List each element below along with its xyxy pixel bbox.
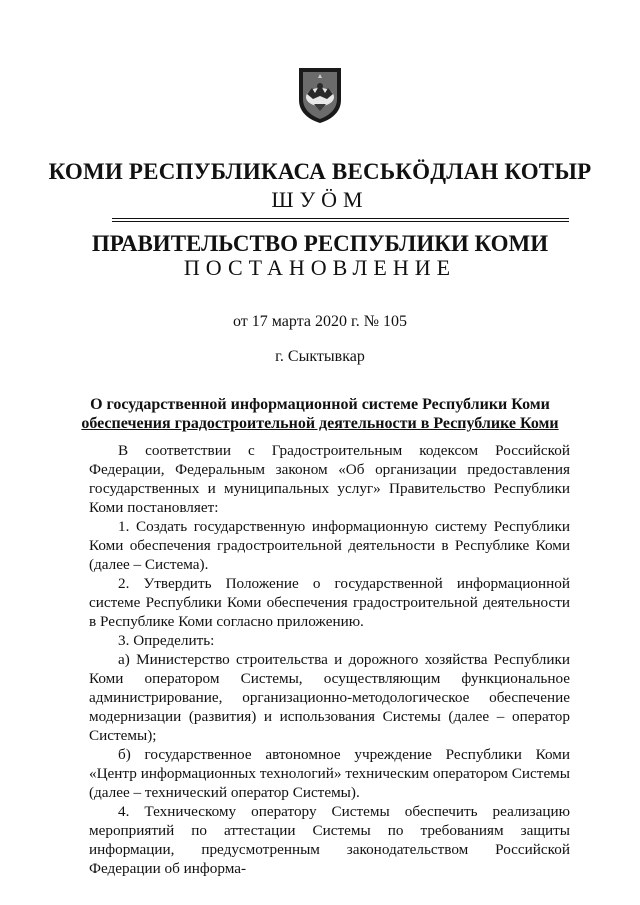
header-divider-bottom [112, 221, 569, 222]
subject-line-2: обеспечения градостроительной деятельности в Республике Коми [81, 415, 559, 432]
subject-line-1: О государственной информационной системе Республики Коми [90, 396, 550, 413]
komi-coat-of-arms-icon [297, 66, 343, 124]
komi-document-type: ШУӦМ [271, 187, 369, 212]
clause-2: 2. Утвердить Положение о государственной информационной системе Республики Коми обеспечения градостроительной деятельности в Республике Коми согласно приложению. [89, 575, 570, 630]
komi-government-title: КОМИ РЕСПУБЛИКАСА ВЕСЬКӦДЛАН КОТЫР [48, 159, 592, 184]
government-title: ПРАВИТЕЛЬСТВО РЕСПУБЛИКИ КОМИ [91, 231, 549, 256]
clause-3a: а) Министерство строительства и дорожного хозяйства Республики Коми оператором Системы, осуществляющим функциональное администрирование, организационно-методологическое обеспечение модернизации (развития) и использования Системы (далее – оператор Системы); [89, 651, 570, 744]
document-type: ПОСТАНОВЛЕНИЕ [183, 255, 457, 280]
clause-3b: б) государственное автономное учреждение Республики Коми «Центр информационных технологий» техническим оператором Системы (далее – технический оператор Системы). [89, 746, 570, 801]
document-city: г. Сыктывкар [275, 348, 365, 365]
header-divider-top [112, 218, 569, 219]
clause-4: 4. Техническому оператору Системы обеспечить реализацию мероприятий по аттестации Системы по требованиям защиты информации, предусмотренным законодательством Российской Федерации об информа- [89, 803, 570, 877]
clause-3: 3. Определить: [118, 632, 215, 649]
clause-1: 1. Создать государственную информационную систему Республики Коми обеспечения градостроительной деятельности в Республике Коми (далее – Система). [89, 518, 570, 573]
preamble-paragraph: В соответствии с Градостроительным кодексом Российской Федерации, Федеральным законом «Об организации предоставления государственных и муниципальных услуг» Правительство Республики Коми постановляет: [89, 442, 570, 516]
document-date: от 17 марта 2020 г. № 105 [233, 313, 407, 330]
document-body [89, 441, 570, 878]
